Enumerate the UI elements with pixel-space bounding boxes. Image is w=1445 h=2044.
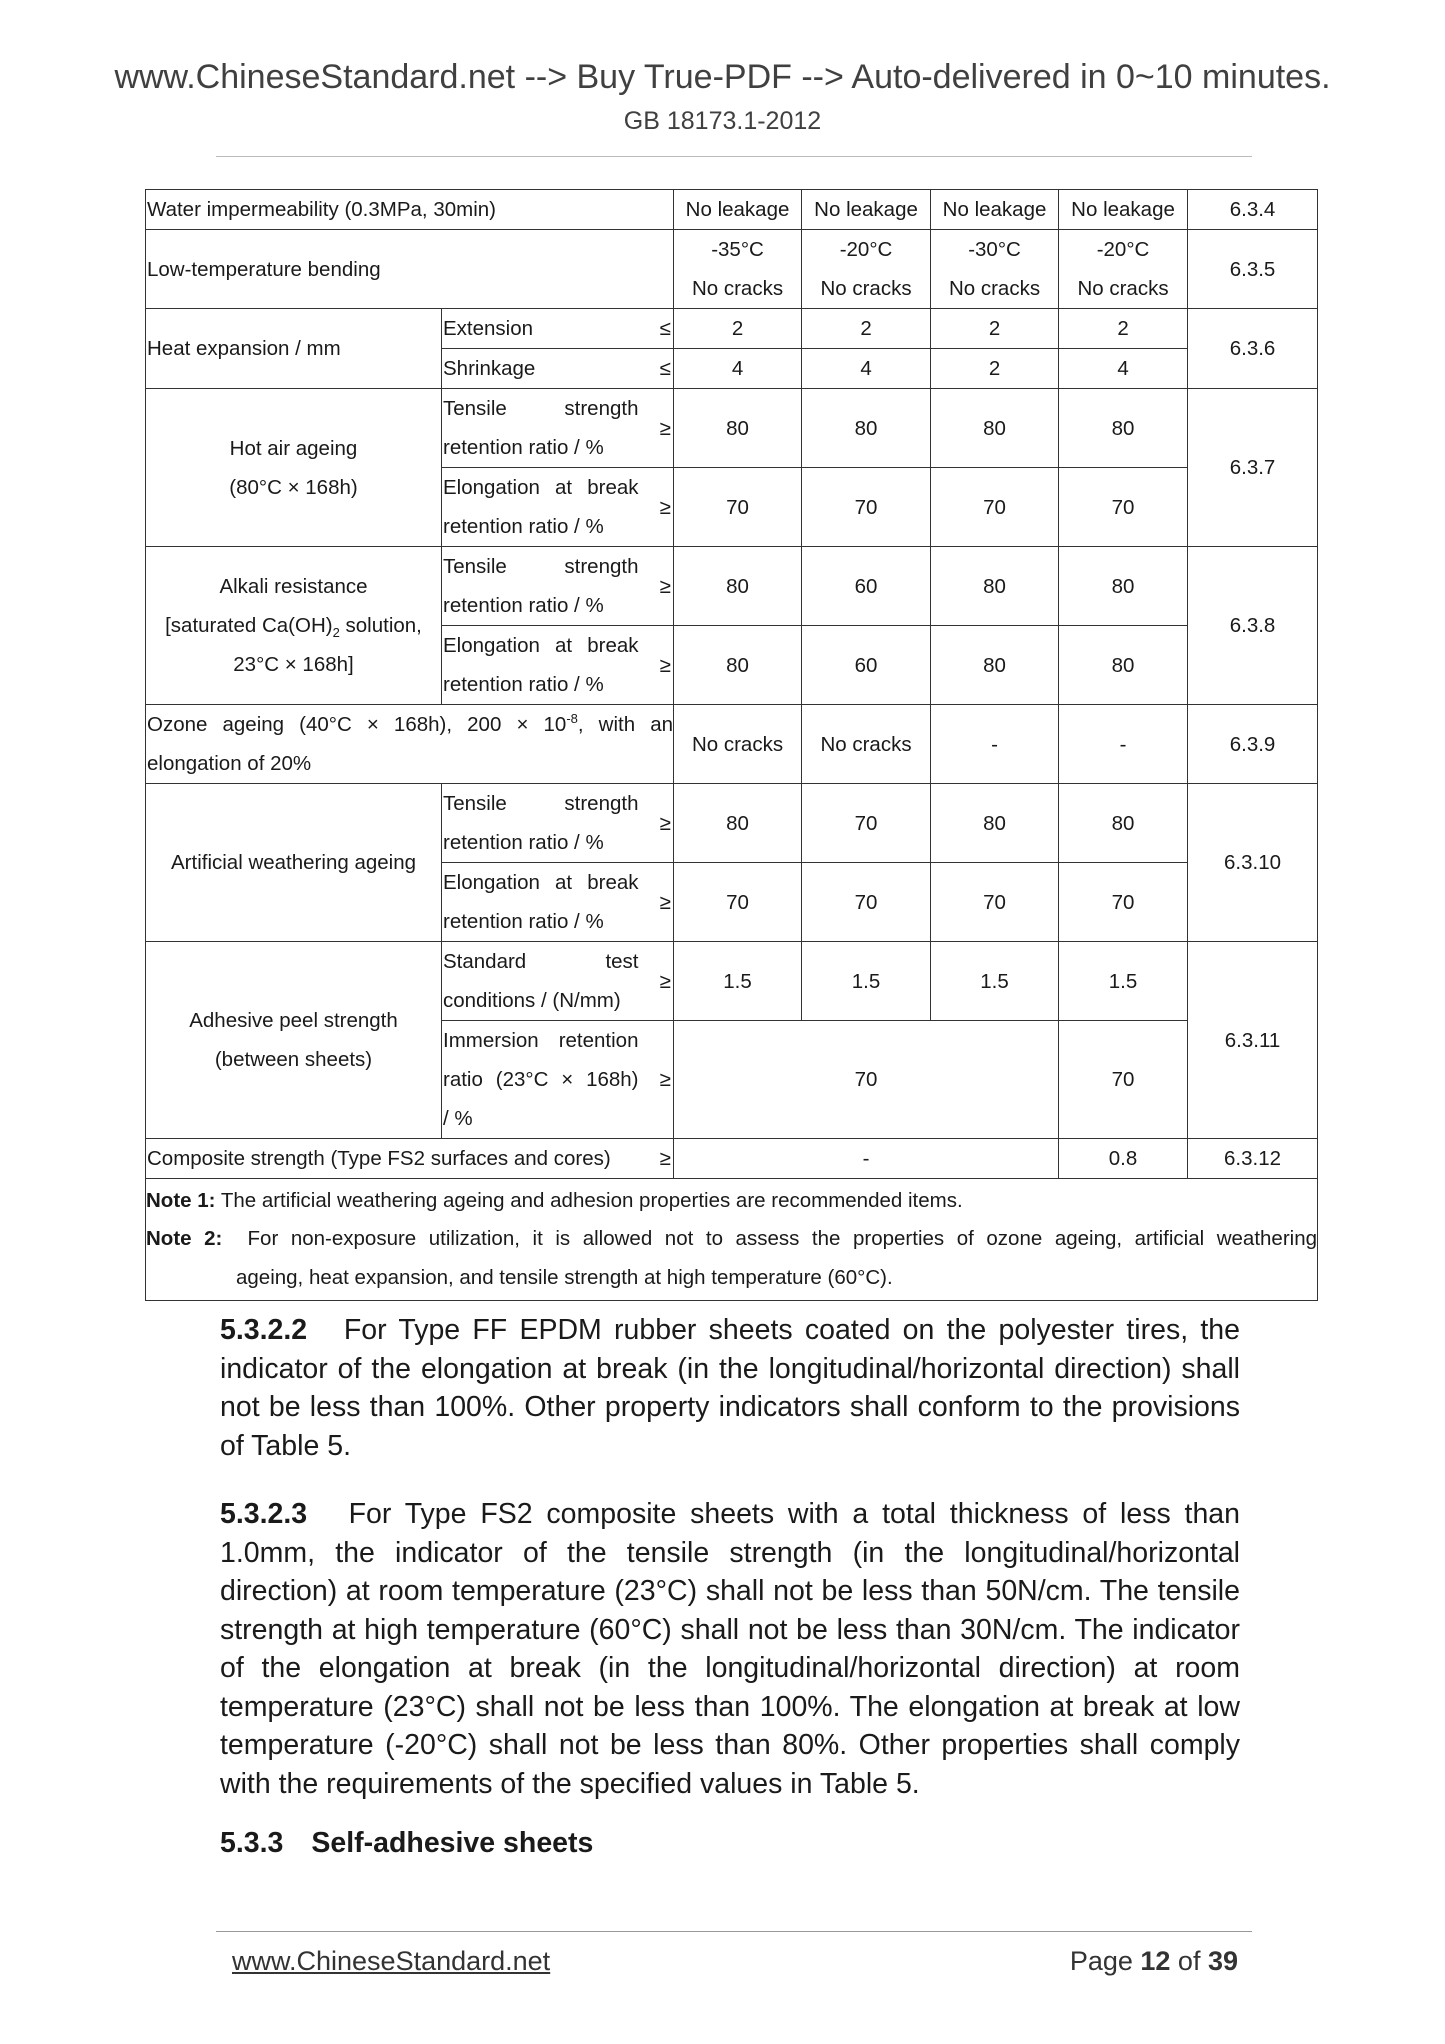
value-cell: No leakage [931, 190, 1059, 230]
sub-property: Shrinkage [442, 349, 639, 389]
property-line: 23°C × 168h] [233, 653, 354, 676]
page-number [1070, 1946, 1238, 1977]
value-cell: 2 [931, 349, 1059, 389]
value-cell: No leakage [674, 190, 802, 230]
comparison-symbol: ≤ [639, 309, 674, 349]
temperature: -35°C [711, 238, 764, 261]
value-cell: 80 [1059, 626, 1188, 705]
value-cell: 2 [674, 309, 802, 349]
table-row [146, 190, 1318, 230]
value-cell: 4 [1059, 349, 1188, 389]
sub-property [442, 389, 639, 468]
sub-property-line: ratio (23°C × 168h) [443, 1068, 639, 1091]
sub-property-line: Elongation at break [443, 634, 639, 657]
property-table [145, 189, 1318, 1301]
value-cell [931, 230, 1059, 309]
sub-property-line: Tensile strength [443, 792, 639, 815]
sub-property [442, 547, 639, 626]
sub-property-line: retention ratio / % [443, 673, 604, 696]
property-name [146, 705, 674, 784]
section-title: Self-adhesive sheets [311, 1827, 594, 1859]
property-name: Heat expansion / mm [146, 309, 442, 389]
value-cell: 60 [802, 547, 931, 626]
value-cell: 1.5 [1059, 942, 1188, 1021]
table-note [146, 1220, 1318, 1301]
property-name [146, 942, 442, 1139]
value-cell: - [674, 1139, 1059, 1179]
value-cell: 70 [931, 468, 1059, 547]
value-cell: 70 [1059, 468, 1188, 547]
value-cell: 80 [802, 389, 931, 468]
comparison-symbol: ≥ [639, 1139, 674, 1179]
value-cell: 70 [674, 1021, 1059, 1139]
value-cell: 80 [931, 547, 1059, 626]
value-cell: 4 [802, 349, 931, 389]
value-cell: - [931, 705, 1059, 784]
value-cell [674, 230, 802, 309]
comparison-symbol: ≥ [639, 784, 674, 863]
property-name: Composite strength (Type FS2 surfaces and cores) [146, 1139, 639, 1179]
current-page: 12 [1140, 1946, 1171, 1976]
clause-ref: 6.3.6 [1188, 309, 1318, 389]
sub-property-line: retention ratio / % [443, 515, 604, 538]
value-cell: 1.5 [674, 942, 802, 1021]
property-line: Adhesive peel strength [189, 1009, 398, 1032]
paragraph [220, 1311, 1240, 1465]
note-label: Note 1: [146, 1189, 216, 1212]
header-divider [216, 156, 1252, 157]
sub-property [442, 784, 639, 863]
clause-ref: 6.3.10 [1188, 784, 1318, 942]
temperature: -20°C [839, 238, 893, 261]
value-cell: 70 [1059, 863, 1188, 942]
formula-text: [saturated Ca(OH) [165, 614, 333, 637]
property-line: (80°C × 168h) [229, 475, 358, 499]
note-2 [146, 1220, 1318, 1301]
value-cell: No leakage [1059, 190, 1188, 230]
total-pages: 39 [1207, 1946, 1238, 1976]
value-cell: 70 [931, 863, 1059, 942]
clause-ref: 6.3.8 [1188, 547, 1318, 705]
property-name [146, 547, 442, 705]
value-cell: 1.5 [931, 942, 1059, 1021]
comparison-symbol: ≥ [639, 863, 674, 942]
table-row [146, 309, 1318, 349]
section-number: 5.3.3 [220, 1827, 284, 1859]
sub-property-line: Tensile strength [443, 555, 639, 578]
result: No cracks [820, 277, 912, 300]
paragraph [220, 1495, 1240, 1803]
superscript: -8 [566, 711, 578, 727]
section-heading [220, 1827, 593, 1860]
sub-property-line: Elongation at break [443, 871, 639, 894]
property-name: Low-temperature bending [146, 230, 674, 309]
sub-property-line: retention ratio / % [443, 436, 604, 459]
property-line [165, 614, 422, 641]
value-cell: 80 [1059, 784, 1188, 863]
table-row [146, 547, 1318, 626]
page-of: of [1170, 1946, 1208, 1976]
paragraph-text: For Type FS2 composite sheets with a total thickness of less than 1.0mm, the indicator of the tensile strength (in the longitudinal/horizontal direction) at room temperature (23°C) shall not be less than 50N/cm. The tensile strength at high temperature (60°C) shall not be less than 30N/cm. The indicator of the elongation at break (in the longitudinal/horizontal direction) at room temperature (23°C) shall not be less than 100%. The elongation at break at low temperature (-20°C) shall not be less than 80%. Other properties shall comply with the requirements of the specified values in Table 5. [220, 1498, 1240, 1800]
value-cell: 2 [802, 309, 931, 349]
page-prefix: Page [1069, 1946, 1141, 1976]
sub-property [442, 626, 639, 705]
ozone-text: Ozone ageing (40°C × 168h), 200 × 10 [147, 713, 567, 736]
clause-ref: 6.3.5 [1188, 230, 1318, 309]
value-cell: 70 [802, 863, 931, 942]
paragraph-text: For Type FF EPDM rubber sheets coated on the polyester tires, the indicator of the elongation at break (in the longitudinal/horizontal direction) shall not be less than 100%. Other property indicators shall conform to the provisions of Table 5. [220, 1314, 1240, 1462]
table-row [146, 942, 1318, 1021]
sub-property-line: retention ratio / % [443, 910, 604, 933]
note-line [146, 1220, 1317, 1258]
value-cell: No cracks [802, 705, 931, 784]
comparison-symbol: ≤ [639, 349, 674, 389]
value-cell: 60 [802, 626, 931, 705]
value-cell: 1.5 [802, 942, 931, 1021]
value-cell: 70 [802, 784, 931, 863]
clause-ref: 6.3.11 [1188, 942, 1318, 1139]
value-cell: 80 [674, 389, 802, 468]
sub-property-line: conditions / (N/mm) [443, 989, 621, 1012]
sub-property [442, 1021, 639, 1139]
value-cell: 80 [1059, 389, 1188, 468]
sub-property-line: retention ratio / % [443, 831, 604, 854]
property-name [146, 389, 442, 547]
sub-property-line: retention ratio / % [443, 594, 604, 617]
comparison-symbol: ≥ [639, 942, 674, 1021]
clause-ref: 6.3.4 [1188, 190, 1318, 230]
table-row [146, 784, 1318, 863]
clause-ref: 6.3.7 [1188, 389, 1318, 547]
note-text: ageing, heat expansion, and tensile strength at high temperature (60°C). [236, 1266, 893, 1289]
value-cell: 4 [674, 349, 802, 389]
value-cell: 80 [931, 389, 1059, 468]
value-cell: 70 [1059, 1021, 1188, 1139]
value-cell [802, 230, 931, 309]
table-row [146, 705, 1318, 784]
sub-property-line: Immersion retention [443, 1029, 639, 1052]
table-row [146, 1139, 1318, 1179]
value-cell: 0.8 [1059, 1139, 1188, 1179]
sub-property: Extension [442, 309, 639, 349]
value-cell: No cracks [674, 705, 802, 784]
sub-property [442, 863, 639, 942]
property-line: (between sheets) [214, 1048, 373, 1071]
clause-ref: 6.3.9 [1188, 705, 1318, 784]
value-cell: 70 [802, 468, 931, 547]
temperature: -30°C [968, 238, 1021, 261]
clause-number: 5.3.2.3 [220, 1498, 308, 1530]
footer-divider [216, 1931, 1252, 1932]
subscript: 2 [332, 625, 340, 641]
property-name: Water impermeability (0.3MPa, 30min) [146, 190, 674, 230]
sub-property [442, 942, 639, 1021]
sub-property-line: Standard test [443, 950, 639, 973]
table-row [146, 389, 1318, 468]
value-cell: No leakage [802, 190, 931, 230]
sub-property [442, 468, 639, 547]
comparison-symbol: ≥ [639, 547, 674, 626]
table-row [146, 230, 1318, 309]
result: No cracks [948, 277, 1041, 300]
sub-property-line: / % [443, 1107, 473, 1130]
sub-property-line: Tensile strength [443, 397, 639, 420]
value-cell: 70 [674, 468, 802, 547]
value-cell: 2 [931, 309, 1059, 349]
formula-text: solution, [339, 614, 422, 637]
table-note [146, 1179, 1318, 1221]
value-cell: 80 [674, 626, 802, 705]
value-cell: 80 [1059, 547, 1188, 626]
property-name: Artificial weathering ageing [146, 784, 442, 942]
temperature: -20°C [1096, 238, 1150, 261]
clause-number: 5.3.2.2 [220, 1314, 308, 1346]
comparison-symbol: ≥ [639, 1021, 674, 1139]
comparison-symbol: ≥ [639, 468, 674, 547]
value-cell [1059, 230, 1188, 309]
clause-ref: 6.3.12 [1188, 1139, 1318, 1179]
value-cell: 70 [674, 863, 802, 942]
note-label: Note 2: [146, 1227, 223, 1250]
property-line [147, 705, 673, 744]
value-cell: - [1059, 705, 1188, 784]
property-line: Alkali resistance [219, 575, 368, 598]
value-cell: 80 [674, 547, 802, 626]
value-cell: 80 [674, 784, 802, 863]
value-cell: 2 [1059, 309, 1188, 349]
result: No cracks [691, 277, 784, 300]
property-line: elongation of 20% [147, 752, 312, 775]
comparison-symbol: ≥ [639, 389, 674, 468]
value-cell: 80 [931, 784, 1059, 863]
sub-property-line: Elongation at break [443, 476, 639, 499]
result: No cracks [1077, 277, 1169, 300]
ozone-text: , with an [577, 713, 674, 736]
note-text: For non-exposure utilization, it is allowed not to assess the properties of ozone ageing, artificial weathering [247, 1227, 1318, 1250]
note-text: The artificial weathering ageing and adhesion properties are recommended items. [220, 1189, 963, 1212]
note-1 [146, 1179, 1318, 1221]
standard-code: GB 18173.1-2012 [623, 107, 822, 135]
comparison-symbol: ≥ [639, 626, 674, 705]
footer-link[interactable]: www.ChineseStandard.net [232, 1946, 551, 1976]
header-banner-link[interactable]: www.ChineseStandard.net --> Buy True-PDF --> Auto-delivered in 0~10 minutes. [114, 58, 1331, 96]
value-cell: 80 [931, 626, 1059, 705]
property-line: Hot air ageing [229, 436, 358, 460]
